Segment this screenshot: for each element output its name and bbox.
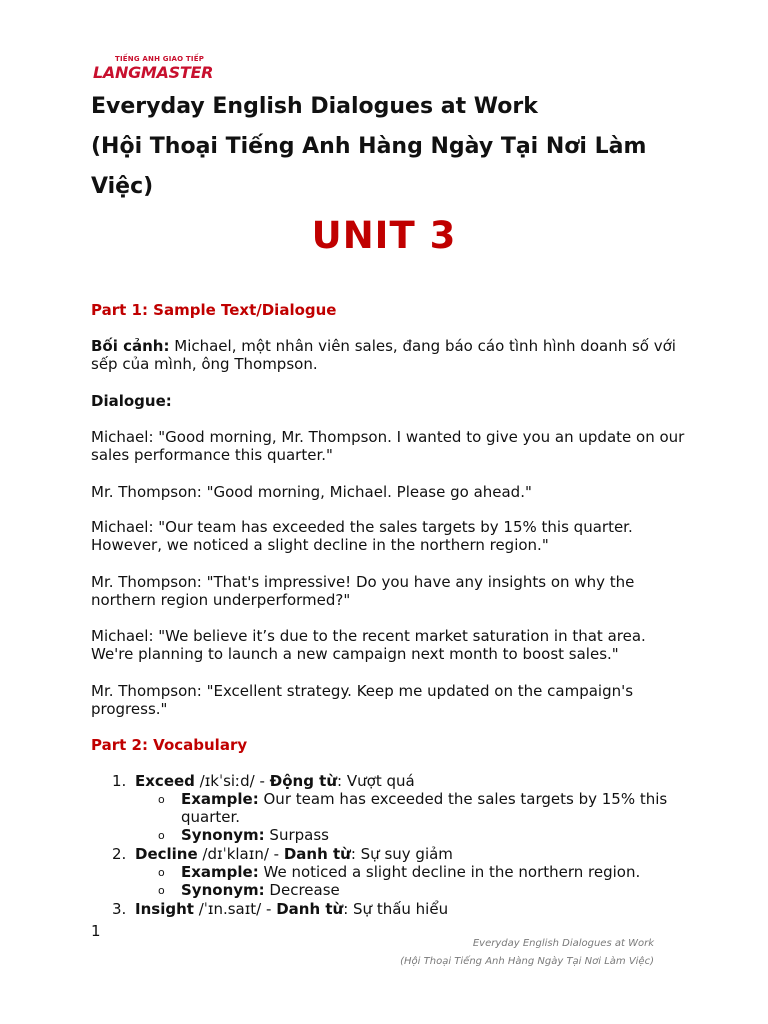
part1-heading: Part 1: Sample Text/Dialogue <box>91 301 337 319</box>
sub-bullet: o <box>158 829 165 842</box>
dialogue-label: Dialogue: <box>91 392 172 410</box>
context-label: Bối cảnh: <box>91 337 170 355</box>
vocab-number: 1. <box>112 772 127 790</box>
vocab-ipa: /ɪkˈsiːd/ - <box>194 772 270 790</box>
logo-brand: LANGMASTER <box>93 63 214 82</box>
context-paragraph <box>91 337 691 373</box>
dialogue-line: Michael: "Good morning, Mr. Thompson. I wanted to give you an update on our sales performance this quarter." <box>91 428 685 464</box>
dialogue-line: Michael: "We believe it’s due to the recent market saturation in that area. We're planning to launch a new campaign next month to boost sales." <box>91 627 646 663</box>
sub-bullet: o <box>158 866 165 879</box>
part2-heading: Part 2: Vocabulary <box>91 736 248 754</box>
dialogue-line: Mr. Thompson: "That's impressive! Do you have any insights on why the northern region underperformed?" <box>91 573 635 609</box>
vocab-pos: Danh từ <box>283 845 351 863</box>
vocab-entry <box>135 845 453 863</box>
vocab-meaning: : Sự suy giảm <box>350 845 453 863</box>
vocab-word: Decline <box>135 845 198 863</box>
langmaster-logo <box>93 55 223 85</box>
vocab-entry <box>135 772 415 790</box>
vocab-meaning: : Vượt quá <box>337 772 415 790</box>
dialogue-line: Mr. Thompson: "Good morning, Michael. Please go ahead." <box>91 483 532 501</box>
vocab-word: Exceed <box>135 772 195 790</box>
page-number: 1 <box>91 922 101 940</box>
vocab-synonym: Synonym: Decrease <box>181 881 340 899</box>
footer-line1: Everyday English Dialogues at Work <box>472 938 654 949</box>
vocab-word: Insight <box>135 900 194 918</box>
doc-title-line1: Everyday English Dialogues at Work <box>91 94 538 119</box>
dialogue-line: Mr. Thompson: "Excellent strategy. Keep me updated on the campaign's progress." <box>91 682 634 718</box>
vocab-ipa: /ˈɪn.saɪt/ - <box>193 900 277 918</box>
dialogue-line: Michael: "Our team has exceeded the sales targets by 15% this quarter. However, we noticed a slight decline in the northern region." <box>91 518 633 554</box>
vocab-synonym: Synonym: Surpass <box>181 826 329 844</box>
logo-tagline: TIẾNG ANH GIAO TIẾP <box>115 55 205 63</box>
sub-bullet: o <box>158 884 165 897</box>
vocab-pos: Danh từ <box>276 900 344 918</box>
doc-title-line2: (Hội Thoại Tiếng Anh Hàng Ngày Tại Nơi Làm <box>91 134 647 159</box>
vocab-number: 3. <box>112 900 127 918</box>
vocab-ipa: /dɪˈklaɪn/ - <box>197 845 284 863</box>
vocab-meaning: : Sự thấu hiểu <box>343 900 449 918</box>
doc-title-line3: Việc) <box>91 174 154 199</box>
footer-line2: (Hội Thoại Tiếng Anh Hàng Ngày Tại Nơi Làm Việc) <box>400 956 654 967</box>
vocab-pos: Động từ <box>269 772 338 790</box>
vocab-example: Example: We noticed a slight decline in the northern region. <box>181 863 641 881</box>
unit-heading: UNIT 3 <box>311 214 457 257</box>
vocab-example: Example: Our team has exceeded the sales targets by 15% this quarter. <box>181 790 668 826</box>
context-text: Michael, một nhân viên sales, đang báo cáo tình hình doanh số với sếp của mình, ông Thompson. <box>91 337 676 373</box>
vocab-number: 2. <box>112 845 127 863</box>
sub-bullet: o <box>158 793 165 806</box>
vocab-entry <box>135 900 448 918</box>
